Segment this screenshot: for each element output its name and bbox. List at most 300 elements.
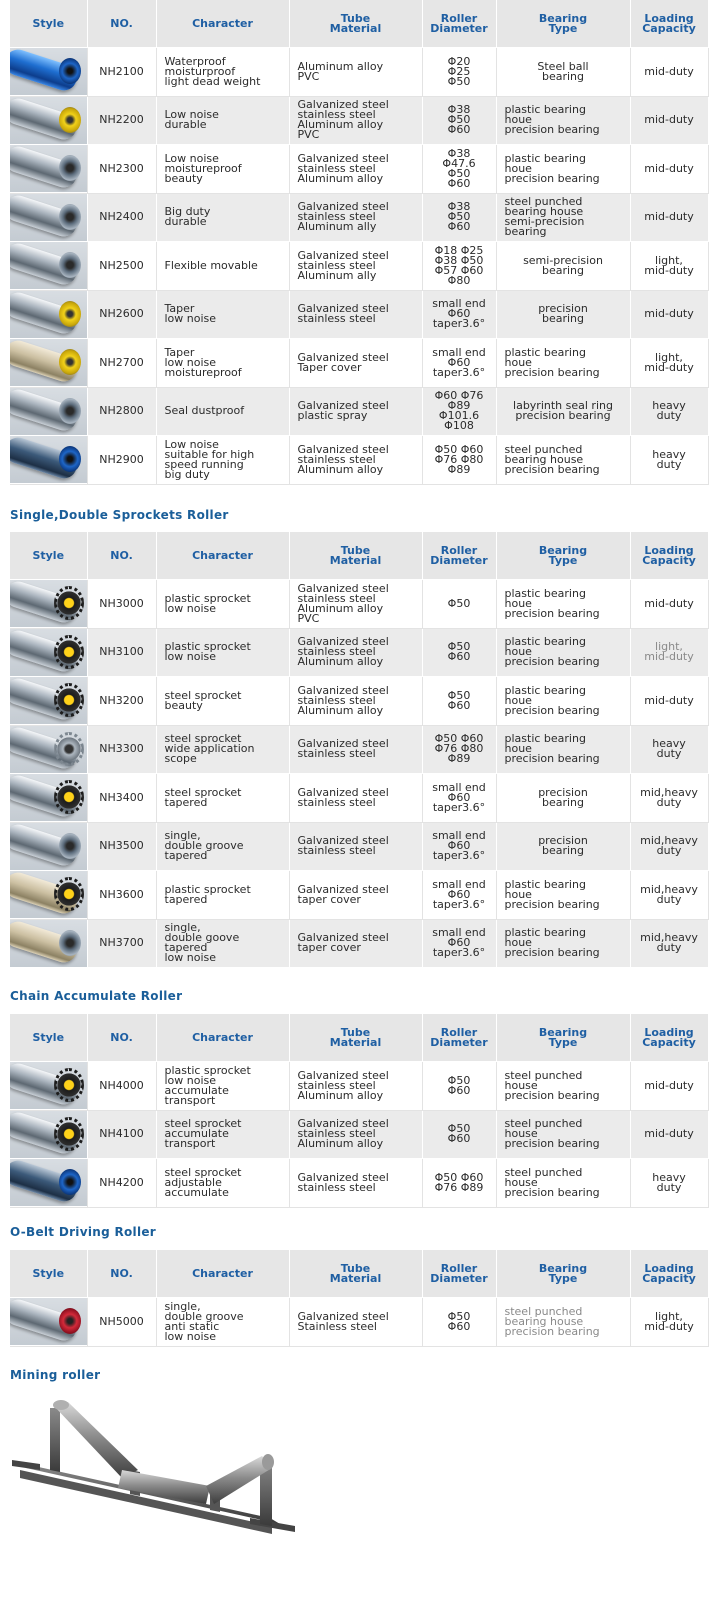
bearing-type-cell-text: precision bearing <box>538 834 588 858</box>
tube-material-cell <box>289 677 422 726</box>
roller-thumbnail <box>10 871 87 918</box>
style-cell <box>10 580 87 629</box>
roller-diameter-cell-text: Φ50 Φ60 Φ76 Φ80 Φ89 <box>434 442 484 476</box>
tube-material-cell-text: Galvanized steel stainless steel Aluminum ally <box>297 248 389 282</box>
header-tube-material-text: Tube Material <box>329 11 382 35</box>
tube-material-cell-text: Galvanized steel stainless steel Aluminum alloy <box>297 1068 389 1102</box>
model-number <box>87 242 156 291</box>
loading-capacity-cell <box>630 919 708 968</box>
character-cell <box>156 774 289 823</box>
character-cell-text: plastic sprocket low noise <box>164 591 251 615</box>
header-bearing-type-text: Bearing Type <box>538 1025 588 1049</box>
table-row <box>10 1298 708 1347</box>
section-title-obelt: O-Belt Driving Roller <box>10 1225 157 1239</box>
header-loading-capacity <box>630 0 708 48</box>
bearing-type-cell-text: plastic bearing houe precision bearing <box>504 877 600 911</box>
character-cell-text: plastic sprocket low noise accumulate transport <box>164 1063 251 1107</box>
character-cell <box>156 290 289 339</box>
loading-capacity-cell-text: heavy duty <box>652 399 686 423</box>
loading-capacity-cell <box>630 436 708 485</box>
bearing-type-cell-text: plastic bearing houe precision bearing <box>504 345 600 379</box>
table-header-row <box>10 1250 708 1298</box>
header-character-text: Character <box>192 548 253 562</box>
tube-material-cell-text: Galvanized steel Stainless steel <box>297 1309 389 1333</box>
roller-diameter-cell-text: small end Φ60 taper3.6° <box>432 926 486 960</box>
model-number <box>87 145 156 194</box>
model-number-text: NH2200 <box>99 113 144 127</box>
character-cell <box>156 580 289 629</box>
model-number-text: NH3200 <box>99 693 144 707</box>
roller-diameter-cell-text: Φ60 Φ76 Φ89 Φ101.6 Φ108 <box>434 389 484 433</box>
tube-material-cell <box>289 871 422 920</box>
tube-material-cell-text: Galvanized steel taper cover <box>297 931 389 955</box>
character-cell-text: single, double groove anti static low noise <box>164 1299 244 1343</box>
roller-diameter-cell <box>422 677 496 726</box>
tube-material-cell <box>289 628 422 677</box>
header-style-text: Style <box>32 548 65 562</box>
header-roller-diameter <box>422 0 496 48</box>
roller-thumbnail <box>10 436 87 483</box>
roller-diameter-cell-text: Φ50 Φ60 <box>447 688 471 712</box>
bearing-type-cell <box>496 580 630 629</box>
header-loading-capacity-text: Loading Capacity <box>642 543 696 567</box>
model-number-text: NH3400 <box>99 790 144 804</box>
model-number-text: NH2600 <box>99 307 144 321</box>
model-number <box>87 871 156 920</box>
loading-capacity-cell-text: heavy duty <box>652 1170 686 1194</box>
tube-material-cell-text: Galvanized steel Taper cover <box>297 350 389 374</box>
header-bearing-type-text: Bearing Type <box>538 1261 588 1285</box>
bearing-type-cell <box>496 774 630 823</box>
character-cell <box>156 628 289 677</box>
bearing-type-cell <box>496 96 630 145</box>
header-no-text: NO. <box>110 16 133 30</box>
tube-material-cell <box>289 145 422 194</box>
bearing-type-cell <box>496 48 630 97</box>
header-bearing-type <box>496 532 630 580</box>
character-cell-text: Taper low noise <box>164 302 217 326</box>
bearing-type-cell <box>496 919 630 968</box>
header-loading-capacity-text: Loading Capacity <box>642 11 696 35</box>
character-cell-text: Taper low noise moistureproof <box>164 345 242 379</box>
tube-material-cell-text: Galvanized steel stainless steel Aluminum alloy <box>297 1117 389 1151</box>
model-number <box>87 48 156 97</box>
roller-thumbnail <box>10 1159 87 1206</box>
bearing-type-cell <box>496 242 630 291</box>
roller-diameter-cell-text: Φ50 Φ60 Φ76 Φ89 <box>434 1170 484 1194</box>
model-number-text: NH5000 <box>99 1314 144 1328</box>
model-number <box>87 290 156 339</box>
loading-capacity-cell-text: mid-duty <box>644 307 694 321</box>
tube-material-cell <box>289 96 422 145</box>
tube-material-cell <box>289 290 422 339</box>
model-number-text: NH3000 <box>99 596 144 610</box>
model-number <box>87 1298 156 1347</box>
loading-capacity-cell <box>630 1159 708 1208</box>
loading-capacity-cell <box>630 387 708 436</box>
character-cell <box>156 436 289 485</box>
table-row <box>10 919 708 968</box>
roller-diameter-cell <box>422 919 496 968</box>
header-tube-material <box>289 532 422 580</box>
loading-capacity-cell-text: mid-duty <box>644 1078 694 1092</box>
header-bearing-type <box>496 1250 630 1298</box>
table-section-chain-accumulate <box>10 1014 708 1208</box>
table-header-row <box>10 0 708 48</box>
loading-capacity-cell-text: mid-duty <box>644 693 694 707</box>
roller-diameter-cell <box>422 822 496 871</box>
header-style-text: Style <box>32 1266 65 1280</box>
character-cell-text: steel sprocket beauty <box>164 688 242 712</box>
header-no <box>87 1014 156 1062</box>
loading-capacity-cell-text: mid-duty <box>644 161 694 175</box>
roller-thumbnail <box>10 629 87 676</box>
model-number <box>87 387 156 436</box>
tube-material-cell-text: Galvanized steel stainless steel Aluminum ally <box>297 200 389 234</box>
tube-material-cell-text: Galvanized steel stainless steel <box>297 302 389 326</box>
table-row <box>10 290 708 339</box>
table-row <box>10 193 708 242</box>
loading-capacity-cell <box>630 1062 708 1111</box>
model-number <box>87 774 156 823</box>
roller-thumbnail <box>10 242 87 289</box>
header-loading-capacity <box>630 1250 708 1298</box>
character-cell-text: single, double goove tapered low noise <box>164 921 240 965</box>
roller-thumbnail <box>10 1062 87 1109</box>
roller-diameter-cell <box>422 96 496 145</box>
table-row <box>10 677 708 726</box>
bearing-type-cell-text: plastic bearing houe precision bearing <box>504 586 600 620</box>
roller-diameter-cell-text: Φ50 Φ60 <box>447 1309 471 1333</box>
model-number-text: NH2400 <box>99 210 144 224</box>
table-row <box>10 387 708 436</box>
style-cell <box>10 1159 87 1208</box>
roller-thumbnail <box>10 823 87 870</box>
roller-diameter-cell <box>422 1110 496 1159</box>
loading-capacity-cell-text: mid,heavy duty <box>640 785 698 809</box>
character-cell-text: steel sprocket adjustable accumulate <box>164 1165 242 1199</box>
header-character <box>156 0 289 48</box>
model-number-text: NH2900 <box>99 452 144 466</box>
header-loading-capacity-text: Loading Capacity <box>642 1261 696 1285</box>
roller-diameter-cell-text: small end Φ60 taper3.6° <box>432 345 486 379</box>
loading-capacity-cell <box>630 1110 708 1159</box>
tube-material-cell <box>289 387 422 436</box>
loading-capacity-cell <box>630 871 708 920</box>
roller-diameter-cell-text: small end Φ60 taper3.6° <box>432 780 486 814</box>
header-style <box>10 1014 87 1062</box>
table-row <box>10 242 708 291</box>
header-no-text: NO. <box>110 1266 133 1280</box>
style-cell <box>10 1298 87 1347</box>
loading-capacity-cell-text: mid-duty <box>644 596 694 610</box>
bearing-type-cell-text: plastic bearing houe precision bearing <box>504 683 600 717</box>
table-row <box>10 628 708 677</box>
loading-capacity-cell-text: mid,heavy duty <box>640 834 698 858</box>
model-number <box>87 96 156 145</box>
bearing-type-cell-text: steel punched house precision bearing <box>504 1068 600 1102</box>
header-roller-diameter-text: Roller Diameter <box>430 1261 488 1285</box>
roller-thumbnail <box>10 339 87 386</box>
bearing-type-cell-text: steel punched bearing house precision bearing <box>504 442 600 476</box>
roller-diameter-cell <box>422 580 496 629</box>
tube-material-cell <box>289 919 422 968</box>
character-cell <box>156 1159 289 1208</box>
table-row <box>10 145 708 194</box>
roller-diameter-cell <box>422 436 496 485</box>
table-row <box>10 822 708 871</box>
character-cell <box>156 1298 289 1347</box>
style-cell <box>10 96 87 145</box>
bearing-type-cell <box>496 145 630 194</box>
roller-diameter-cell-text: Φ20 Φ25 Φ50 <box>447 54 471 88</box>
character-cell-text: Waterproof moisturproof light dead weight <box>164 54 261 88</box>
character-cell <box>156 725 289 774</box>
bearing-type-cell <box>496 339 630 388</box>
character-cell <box>156 387 289 436</box>
roller-diameter-cell <box>422 290 496 339</box>
style-cell <box>10 387 87 436</box>
header-roller-diameter-text: Roller Diameter <box>430 543 488 567</box>
header-tube-material <box>289 1014 422 1062</box>
loading-capacity-cell-text: mid-duty <box>644 210 694 224</box>
roller-diameter-cell-text: Φ50 Φ60 Φ76 Φ80 Φ89 <box>434 732 484 766</box>
loading-capacity-cell <box>630 725 708 774</box>
header-bearing-type <box>496 0 630 48</box>
table-row <box>10 725 708 774</box>
bearing-type-cell-text: precision bearing <box>538 302 588 326</box>
character-cell-text: single, double groove tapered <box>164 829 244 863</box>
table-row <box>10 871 708 920</box>
roller-diameter-cell <box>422 387 496 436</box>
bearing-type-cell <box>496 725 630 774</box>
style-cell <box>10 871 87 920</box>
model-number <box>87 677 156 726</box>
model-number <box>87 436 156 485</box>
roller-diameter-cell <box>422 242 496 291</box>
tube-material-cell <box>289 1110 422 1159</box>
bearing-type-cell <box>496 290 630 339</box>
loading-capacity-cell <box>630 48 708 97</box>
roller-diameter-cell-text: small end Φ60 taper3.6° <box>432 297 486 331</box>
table-row <box>10 1110 708 1159</box>
character-cell-text: Big duty durable <box>164 205 211 229</box>
loading-capacity-cell <box>630 339 708 388</box>
loading-capacity-cell-text: mid-duty <box>644 113 694 127</box>
character-cell <box>156 48 289 97</box>
model-number <box>87 822 156 871</box>
tube-material-cell-text: Galvanized steel stainless steel <box>297 785 389 809</box>
header-tube-material-text: Tube Material <box>329 1261 382 1285</box>
table-row <box>10 48 708 97</box>
loading-capacity-cell-text: light, mid-duty <box>644 640 694 664</box>
style-cell <box>10 822 87 871</box>
style-cell <box>10 677 87 726</box>
roller-thumbnail <box>10 726 87 773</box>
style-cell <box>10 919 87 968</box>
bearing-type-cell-text: steel punched bearing house semi-precision bearing <box>504 195 585 239</box>
tube-material-cell-text: Galvanized steel stainless steel Aluminum alloy PVC <box>297 98 389 142</box>
header-tube-material <box>289 0 422 48</box>
loading-capacity-cell <box>630 290 708 339</box>
header-character <box>156 1250 289 1298</box>
roller-diameter-cell-text: Φ18 Φ25 Φ38 Φ50 Φ57 Φ60 Φ80 <box>434 243 484 287</box>
style-cell <box>10 628 87 677</box>
character-cell-text: steel sprocket wide application scope <box>164 732 255 766</box>
tube-material-cell <box>289 580 422 629</box>
roller-thumbnail <box>10 97 87 144</box>
tube-material-cell-text: Galvanized steel stainless steel Aluminum alloy <box>297 151 389 185</box>
header-style-text: Style <box>32 16 65 30</box>
header-bearing-type <box>496 1014 630 1062</box>
model-number-text: NH3700 <box>99 936 144 950</box>
loading-capacity-cell-text: light, mid-duty <box>644 350 694 374</box>
style-cell <box>10 774 87 823</box>
header-no <box>87 532 156 580</box>
loading-capacity-cell-text: mid,heavy duty <box>640 882 698 906</box>
section-title-sprockets: Single,Double Sprockets Roller <box>10 508 229 522</box>
tube-material-cell <box>289 1159 422 1208</box>
roller-diameter-cell-text: small end Φ60 taper3.6° <box>432 877 486 911</box>
bearing-type-cell-text: plastic bearing houe precision bearing <box>504 151 600 185</box>
roller-diameter-cell-text: Φ50 Φ60 <box>447 1073 471 1097</box>
character-cell-text: Seal dustproof <box>164 404 245 418</box>
style-cell <box>10 193 87 242</box>
roller-diameter-cell-text: Φ38 Φ47.6 Φ50 Φ60 <box>442 146 476 190</box>
model-number-text: NH3600 <box>99 887 144 901</box>
tube-material-cell-text: Galvanized steel stainless steel Aluminum alloy <box>297 635 389 669</box>
table-row <box>10 96 708 145</box>
roller-thumbnail <box>10 388 87 435</box>
bearing-type-cell <box>496 1062 630 1111</box>
bearing-type-cell <box>496 1298 630 1347</box>
header-roller-diameter-text: Roller Diameter <box>430 11 488 35</box>
header-no <box>87 1250 156 1298</box>
header-roller-diameter <box>422 1014 496 1062</box>
tube-material-cell-text: Galvanized steel stainless steel <box>297 1170 389 1194</box>
model-number-text: NH4000 <box>99 1078 144 1092</box>
roller-table <box>10 532 709 968</box>
bearing-type-cell-text: plastic bearing houe precision bearing <box>504 732 600 766</box>
header-character-text: Character <box>192 1030 253 1044</box>
header-tube-material-text: Tube Material <box>329 543 382 567</box>
table-header-row <box>10 532 708 580</box>
roller-diameter-cell <box>422 1298 496 1347</box>
bearing-type-cell <box>496 871 630 920</box>
bearing-type-cell-text: plastic bearing houe precision bearing <box>504 103 600 137</box>
bearing-type-cell-text: precision bearing <box>538 785 588 809</box>
roller-thumbnail <box>10 774 87 821</box>
roller-diameter-cell <box>422 774 496 823</box>
character-cell <box>156 1110 289 1159</box>
header-style-text: Style <box>32 1030 65 1044</box>
header-style <box>10 0 87 48</box>
model-number-text: NH4100 <box>99 1127 144 1141</box>
loading-capacity-cell <box>630 193 708 242</box>
character-cell <box>156 96 289 145</box>
model-number <box>87 1110 156 1159</box>
header-character <box>156 532 289 580</box>
loading-capacity-cell <box>630 145 708 194</box>
section-title-mining: Mining roller <box>10 1368 101 1382</box>
style-cell <box>10 242 87 291</box>
tube-material-cell-text: Galvanized steel stainless steel Aluminum alloy PVC <box>297 581 389 625</box>
model-number <box>87 580 156 629</box>
roller-thumbnail <box>10 920 87 967</box>
model-number <box>87 193 156 242</box>
style-cell <box>10 1062 87 1111</box>
roller-diameter-cell <box>422 1062 496 1111</box>
header-style <box>10 532 87 580</box>
header-roller-diameter <box>422 532 496 580</box>
bearing-type-cell <box>496 387 630 436</box>
roller-thumbnail <box>10 291 87 338</box>
tube-material-cell <box>289 774 422 823</box>
character-cell <box>156 871 289 920</box>
loading-capacity-cell-text: mid,heavy duty <box>640 931 698 955</box>
tube-material-cell <box>289 193 422 242</box>
model-number-text: NH2300 <box>99 161 144 175</box>
bearing-type-cell <box>496 1159 630 1208</box>
loading-capacity-cell <box>630 96 708 145</box>
bearing-type-cell <box>496 677 630 726</box>
model-number <box>87 725 156 774</box>
loading-capacity-cell <box>630 580 708 629</box>
model-number <box>87 1062 156 1111</box>
tube-material-cell-text: Galvanized steel taper cover <box>297 882 389 906</box>
character-cell <box>156 822 289 871</box>
tube-material-cell-text: Galvanized steel stainless steel Aluminum alloy <box>297 683 389 717</box>
tube-material-cell-text: Galvanized steel plastic spray <box>297 399 389 423</box>
bearing-type-cell-text: steel punched house precision bearing <box>504 1117 600 1151</box>
tube-material-cell-text: Galvanized steel stainless steel Aluminum alloy <box>297 442 389 476</box>
table-section-sprockets <box>10 532 708 968</box>
header-bearing-type-text: Bearing Type <box>538 11 588 35</box>
model-number <box>87 628 156 677</box>
character-cell <box>156 242 289 291</box>
header-roller-diameter <box>422 1250 496 1298</box>
header-no-text: NO. <box>110 1030 133 1044</box>
roller-diameter-cell-text: small end Φ60 taper3.6° <box>432 829 486 863</box>
header-no <box>87 0 156 48</box>
table-row <box>10 339 708 388</box>
bearing-type-cell-text: plastic bearing houe precision bearing <box>504 635 600 669</box>
roller-thumbnail <box>10 194 87 241</box>
header-character <box>156 1014 289 1062</box>
style-cell <box>10 436 87 485</box>
roller-table <box>10 1250 709 1347</box>
character-cell <box>156 145 289 194</box>
roller-diameter-cell <box>422 193 496 242</box>
bearing-type-cell-text: Steel ball bearing <box>537 59 589 83</box>
section-title-chain-accumulate: Chain Accumulate Roller <box>10 989 183 1003</box>
bearing-type-cell <box>496 822 630 871</box>
style-cell <box>10 339 87 388</box>
header-loading-capacity-text: Loading Capacity <box>642 1025 696 1049</box>
header-loading-capacity <box>630 1014 708 1062</box>
table-section-obelt <box>10 1250 708 1347</box>
tube-material-cell <box>289 725 422 774</box>
loading-capacity-cell <box>630 242 708 291</box>
bearing-type-cell <box>496 628 630 677</box>
tube-material-cell-text: Galvanized steel stainless steel <box>297 737 389 761</box>
roller-diameter-cell <box>422 1159 496 1208</box>
table-row <box>10 580 708 629</box>
header-roller-diameter-text: Roller Diameter <box>430 1025 488 1049</box>
model-number <box>87 919 156 968</box>
header-loading-capacity <box>630 532 708 580</box>
style-cell <box>10 145 87 194</box>
